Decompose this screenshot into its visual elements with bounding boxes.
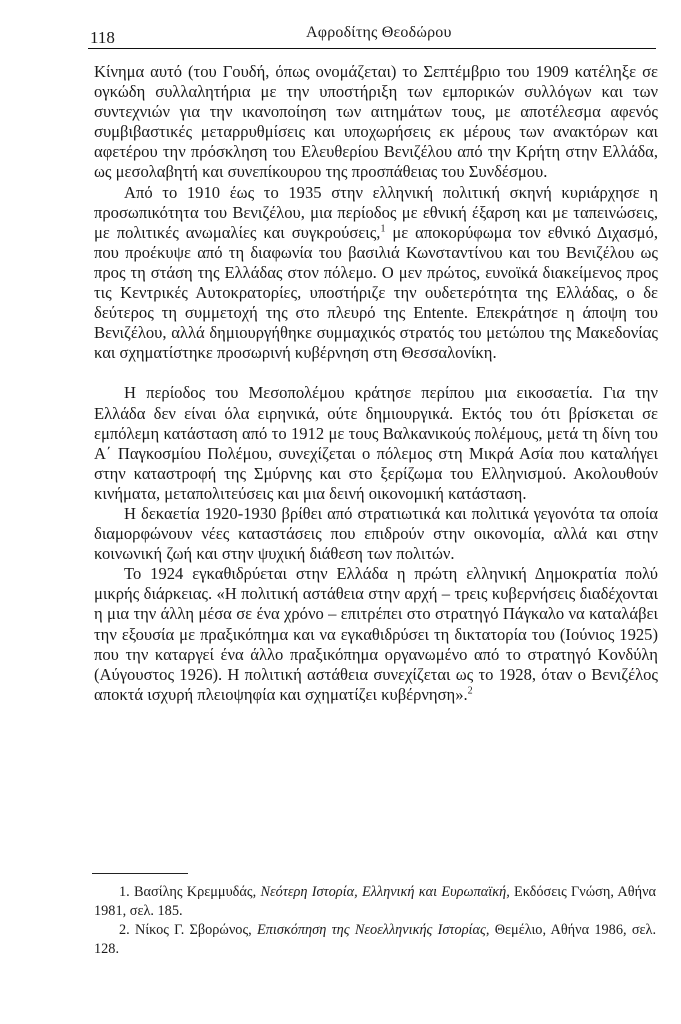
footnote-rule [92, 873, 188, 874]
footnote-1-number: 1. [119, 884, 130, 900]
paragraph-3 [94, 383, 658, 504]
footnote-2 [94, 921, 656, 959]
paragraph-3-text: Η περίοδος του Μεσοπολέμου κράτησε περίπου μια εικοσαετία. Για την Ελλάδα δεν είναι όλα ειρηνικά, ούτε δημιουργικά. Εκτός του ότι βρίσκεται σε εμπόλεμη κατάσταση από το 1912 με τους Βαλκανικούς πολέμους, μετά τη δίνη του Α΄ Παγκοσμίου Πολέμου, συνεχίζεται ο πόλεμος στη Μικρά Ασία που καταλήγει στην καταστροφή της Σμύρνης και στο ξερίζωμα του Ελληνισμού. Ακολουθούν κινήματα, μεταπολιτεύσεις και μια δεινή οικονομική κατάσταση. [94, 383, 658, 503]
footnote-2-number: 2. [119, 922, 130, 938]
footnote-1-author: Βασίλης Κρεμμυδάς, [134, 884, 257, 900]
footnote-marker-2: 2 [467, 685, 473, 697]
paragraph-5-text: Το 1924 εγκαθιδρύεται στην Ελλάδα η πρώτη ελληνική Δημοκρατία πολύ μικρής διάρκειας. «Η πολιτική αστάθεια στην αρχή – τρεις κυβερνήσεις διαδέχονται η μια την άλλη μέσα σε ένα χρόνο – επιτρέπει στο στρατηγό Πάγκαλο να καταλάβει την εξουσία με πραξικόπημα και να εγκαθιδρύσει τη δικτατορία του (Ιούνιος 1925) που την καταργεί ένα άλλο πραξικόπημα οργανωμένο από το στρατηγό Κονδύλη (Αύγουστος 1926). Η πολιτική αστάθεια συνεχίζεται ως το 1928, όταν ο Βενιζέλος αποκτά ισχυρή πλειοψηφία και σχηματίζει κυβέρνηση». [94, 564, 658, 704]
footnote-1 [94, 883, 656, 921]
paragraph-1 [94, 62, 658, 183]
footnote-2-title: Επισκόπηση της Νεοελληνικής Ιστορίας, [256, 922, 490, 938]
paragraph-2-text: Από το 1910 έως το 1935 στην ελληνική πολιτική σκηνή κυριάρχησε η προσωπικότητα του Βενιζέλου, μια περίοδος με εθνική έξαρση και με ταπεινώσεις, με πολιτικές ανωμαλίες και συγκρούσεις, [94, 182, 658, 242]
paragraph-2 [94, 183, 658, 364]
footnote-1-title: Νεότερη Ιστορία, Ελληνική και Ευρωπαϊκή, [260, 884, 510, 900]
footnotes [94, 883, 656, 959]
paragraph-5 [94, 564, 658, 705]
page-header [88, 24, 654, 48]
footnote-2-publication: Θεμέλιο, Αθήνα 1986, σελ. 128. [94, 922, 657, 957]
running-head: Αφροδίτης Θεοδώρου [306, 24, 452, 41]
page-number: 118 [90, 28, 115, 47]
paragraph-2-tail: με αποκορύφωμα τον εθνικό Διχασμό, που προέκυψε από τη διαφωνία του βασιλιά Κωνσταντίνου και του Βενιζέλου ως προς τη στάση της Ελλάδας στον πόλεμο. Ο μεν πρώτος, ευνοϊκά διακείμενος προς τις Κεντρικές Αυτοκρατορίες, υποστήριζε την ουδετερότητα της Ελλάδας, ο δε δεύτερος τη συμμετοχή της στο πλευρό της Entente. Επεκράτησε η άποψη του Βενιζέλου, αλλά δημιουργήθηκε συμμαχικός στρατός του μετώπου της Μακεδονίας και σχηματίστηκε προσωρινή κυβέρνηση στη Θεσσαλονίκη. [94, 222, 658, 363]
footnote-1-publication: Εκδόσεις Γνώση, Αθήνα 1981, σελ. 185. [94, 884, 657, 919]
footnote-marker-1: 1 [380, 223, 386, 235]
footnote-2-author: Νίκος Γ. Σβορώνος, [135, 922, 252, 938]
body-text [94, 62, 658, 705]
paragraph-1-text: Κίνημα αυτό (του Γουδή, όπως ονομάζεται) το Σεπτέμβριο του 1909 κατέληξε σε ογκώδη συλλαλητήρια με την υποστήριξη των εμπορικών συλλόγων και των συντεχνιών για την ικανοποίηση των αιτημάτων τους, με αποτέλεσμα αφενός συμβιβαστικές μεταρρυθμίσεις και υποχωρήσεις εκ μέρους των ανακτόρων και αφετέρου την πρόσκληση του Ελευθερίου Βενιζέλου από την Κρήτη στην Ελλάδα, ως μεσολαβητή και συνεπίκουρου της προσπάθειας του Συνδέσμου. [94, 62, 658, 182]
header-rule [88, 48, 656, 49]
paragraph-4 [94, 504, 658, 564]
paragraph-4-text: Η δεκαετία 1920-1930 βρίθει από στρατιωτικά και πολιτικά γεγονότα τα οποία διαμορφώνουν νέες καταστάσεις που επιδρούν στην οικονομία, αλλά και στην κοινωνική ζωή και στην ψυχική διάθεση των πολιτών. [94, 503, 658, 564]
